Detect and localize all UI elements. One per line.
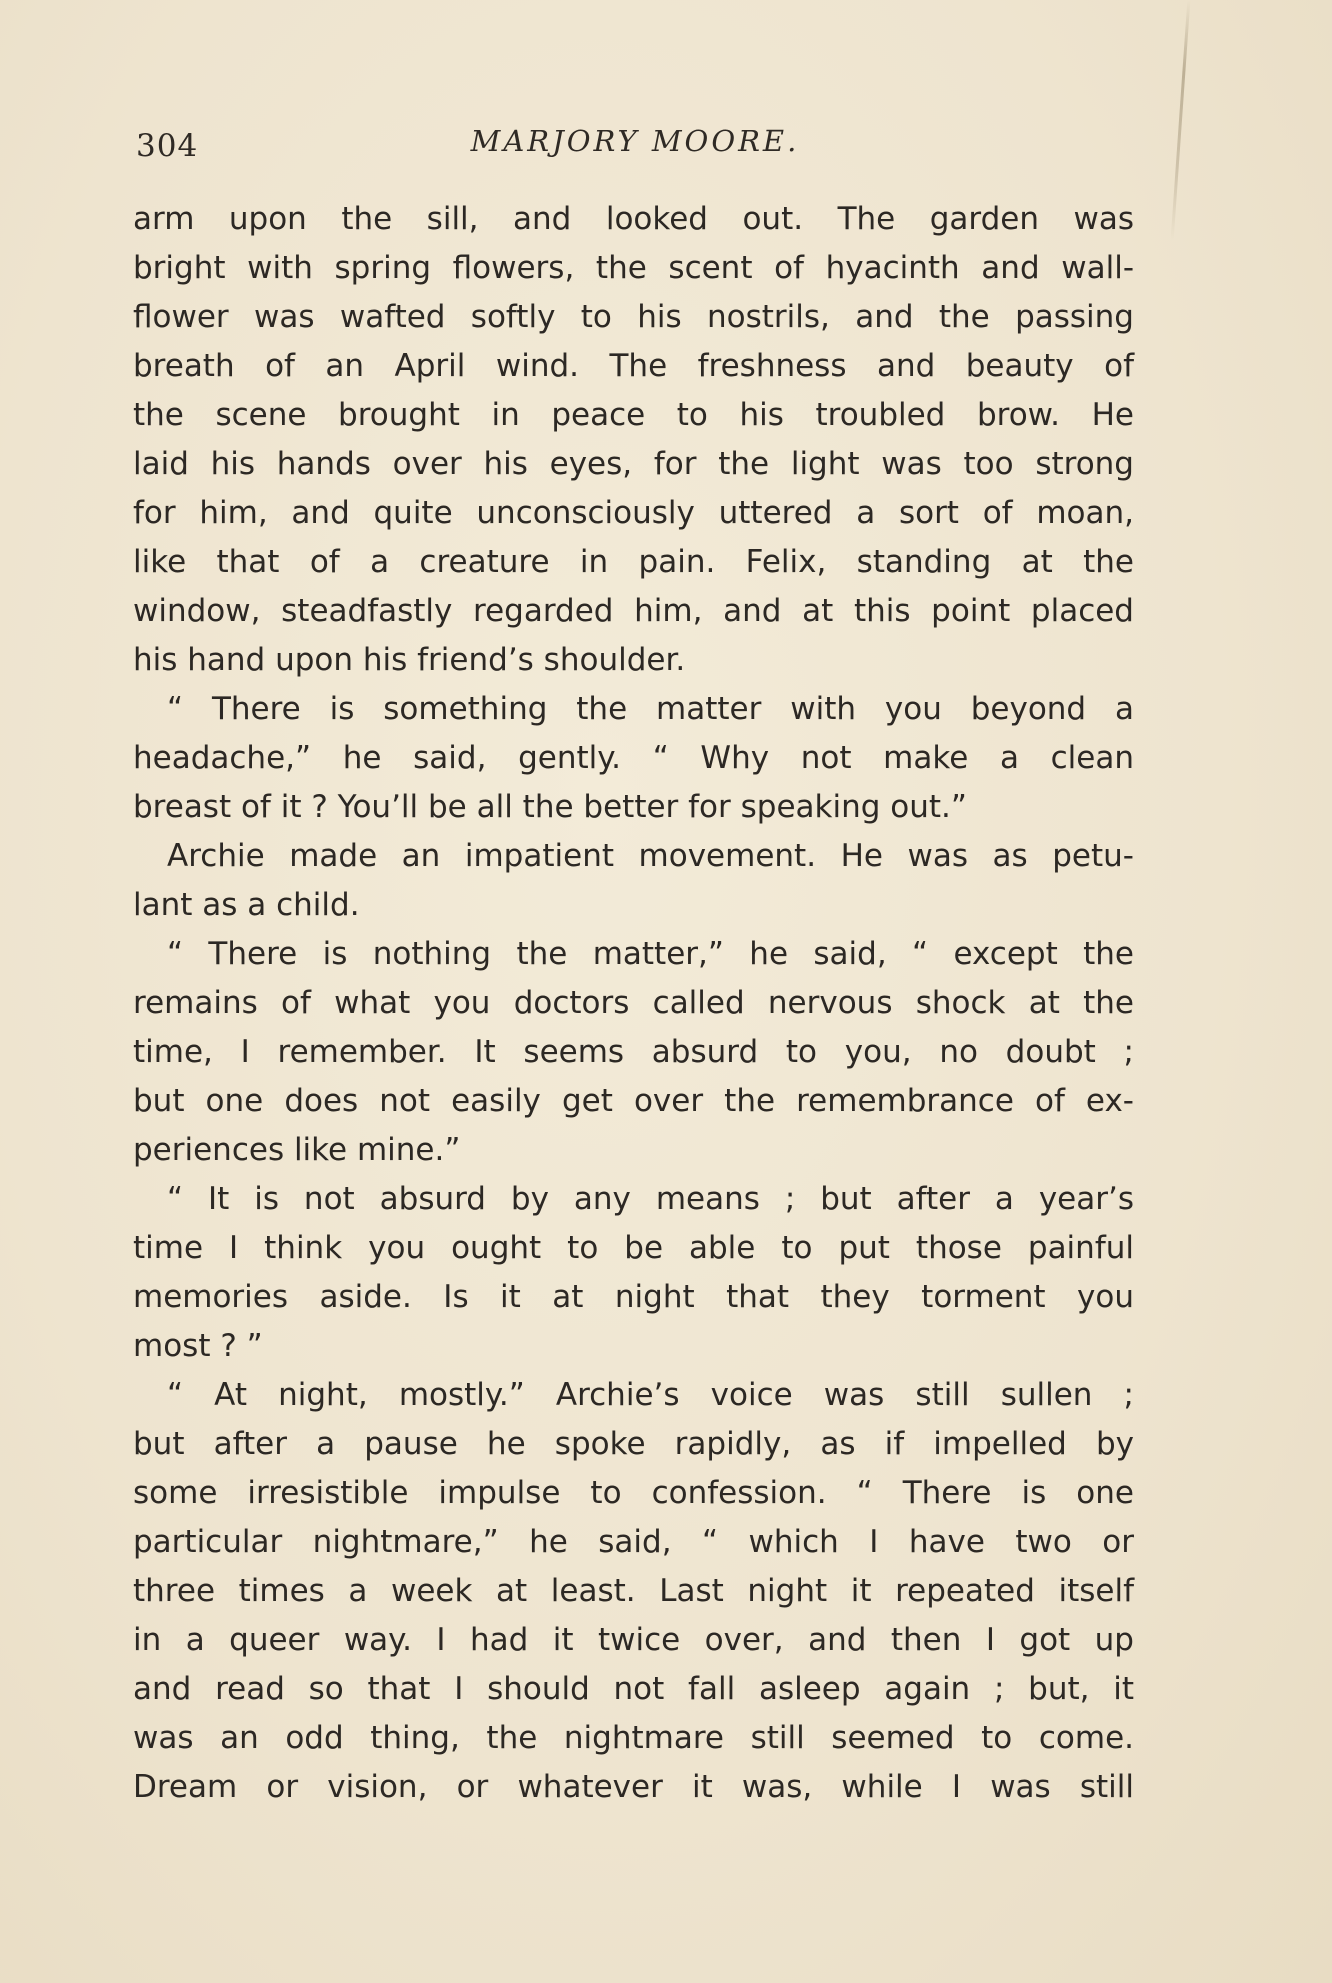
page-edge-mark (1171, 0, 1191, 240)
text-line: “ At night, mostly.” Archie’s voice was still sullen ; (167, 1377, 1134, 1413)
text-line: time, I remember. It seems absurd to you, no doubt ; (133, 1034, 1134, 1070)
text-line: three times a week at least. Last night it repeated itself (133, 1573, 1134, 1609)
text-line: headache,” he said, gently. “ Why not make a clean (133, 740, 1134, 776)
text-line: “ There is something the matter with you beyond a (167, 691, 1134, 727)
text-line: time I think you ought to be able to put those painful (133, 1230, 1134, 1266)
text-line: particular nightmare,” he said, “ which I have two or (133, 1524, 1134, 1560)
text-line: and read so that I should not fall asleep again ; but, it (133, 1671, 1134, 1707)
text-line: periences like mine.” (133, 1132, 461, 1168)
text-line: his hand upon his friend’s shoulder. (133, 642, 686, 678)
text-line: “ There is nothing the matter,” he said, “ except the (167, 936, 1134, 972)
text-line: the scene brought in peace to his troubled brow. He (133, 397, 1134, 433)
text-line: remains of what you doctors called nervous shock at the (133, 985, 1134, 1021)
text-line: “ It is not absurd by any means ; but after a year’s (167, 1181, 1134, 1217)
running-title: MARJORY MOORE. (470, 124, 800, 158)
text-line: like that of a creature in pain. Felix, standing at the (133, 544, 1134, 580)
text-line: but one does not easily get over the remembrance of ex- (133, 1083, 1134, 1119)
text-line: some irresistible impulse to confession. “ There is one (133, 1475, 1134, 1511)
text-line: memories aside. Is it at night that they torment you (133, 1279, 1134, 1315)
text-line: arm upon the sill, and looked out. The garden was (133, 201, 1134, 237)
text-line: most ? ” (133, 1328, 263, 1364)
text-line: Dream or vision, or whatever it was, while I was still (133, 1769, 1134, 1805)
body-text (133, 195, 1134, 1812)
running-head (136, 124, 1134, 164)
text-line: in a queer way. I had it twice over, and then I got up (133, 1622, 1134, 1658)
text-line: but after a pause he spoke rapidly, as if impelled by (133, 1426, 1134, 1462)
page-number: 304 (136, 128, 199, 164)
text-line: lant as a child. (133, 887, 360, 923)
text-line: was an odd thing, the nightmare still seemed to come. (133, 1720, 1134, 1756)
text-line: window, steadfastly regarded him, and at this point placed (133, 593, 1134, 629)
text-line: for him, and quite unconsciously uttered a sort of moan, (133, 495, 1134, 531)
text-line: bright with spring flowers, the scent of hyacinth and wall- (133, 250, 1134, 286)
text-line: breast of it ? You’ll be all the better for speaking out.” (133, 789, 967, 825)
text-line: laid his hands over his eyes, for the light was too strong (133, 446, 1134, 482)
text-line: flower was wafted softly to his nostrils, and the passing (133, 299, 1134, 335)
text-line: Archie made an impatient movement. He was as petu- (167, 838, 1134, 874)
text-line: breath of an April wind. The freshness and beauty of (133, 348, 1134, 384)
